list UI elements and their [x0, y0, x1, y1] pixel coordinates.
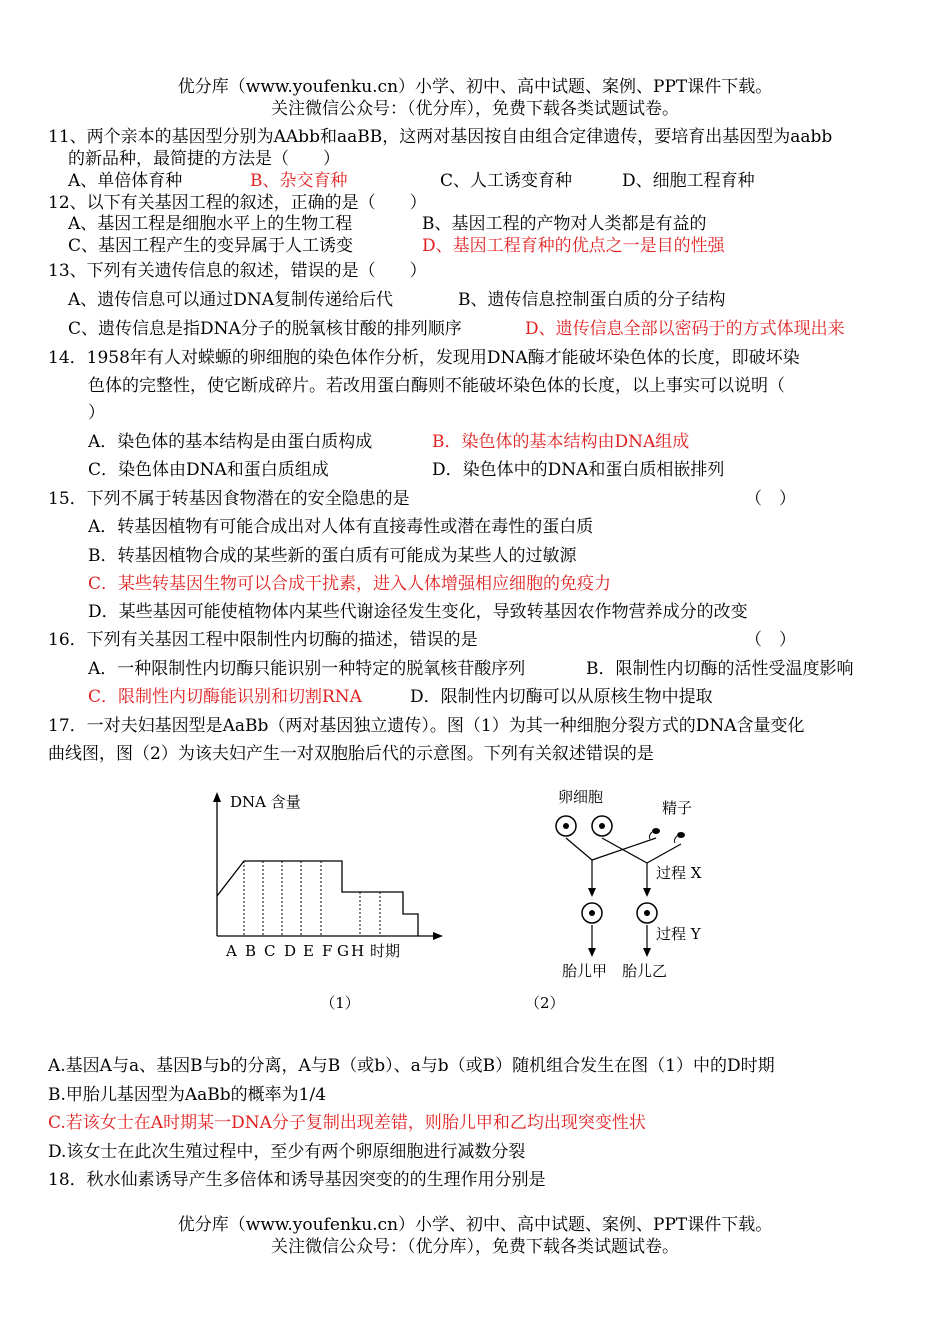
process-y-arrowhead-left: [588, 948, 596, 957]
q15-option-b: B．转基因植物合成的某些新的蛋白质有可能成为某些人的过敏源: [88, 546, 577, 566]
x-axis-arrow: [433, 932, 443, 940]
zygote-2: [637, 903, 657, 923]
x-tick-a: A: [226, 942, 237, 960]
q16-option-a: A．一种限制性内切酶只能识别一种特定的脱氧核苷酸序列: [88, 659, 526, 679]
q14-option-d: D．染色体中的DNA和蛋白质相嵌排列: [432, 460, 725, 480]
process-y-label: 过程 Y: [656, 925, 701, 943]
footer-line-1: 优分库（www.youfenku.cn）小学、初中、高中试题、案例、PPT课件下载。: [177, 1215, 773, 1235]
x-tick-e: E: [303, 942, 314, 960]
q16-option-b: B．限制性内切酶的活性受温度影响: [586, 659, 854, 679]
q13-option-b: B、遗传信息控制蛋白质的分子结构: [458, 290, 726, 310]
q14-stem-1: 14．1958年有人对蝾螈的卵细胞的染色体作分析，发现用DNA酶才能破坏染色体的长度，即破坏染: [48, 348, 800, 368]
q15-stem: 15．下列不属于转基因食物潜在的安全隐患的是: [48, 489, 410, 509]
q11-stem-1: 11、两个亲本的基因型分别为AAbb和aaBB，这两对基因按自由组合定律遗传，要培育出基因型为aabb: [48, 127, 833, 147]
q11-option-d: D、细胞工程育种: [622, 171, 755, 191]
q14-option-c: C．染色体由DNA和蛋白质组成: [88, 460, 329, 480]
q16-option-c-answer: C．限制性内切酶能识别和切割RNA: [88, 687, 362, 707]
q17-option-c-answer: C.若该女士在A时期某一DNA分子复制出现差错，则胎儿甲和乙均出现突变性状: [48, 1113, 646, 1133]
egg-cell-1: [556, 816, 576, 836]
q18-stem: 18．秋水仙素诱导产生多倍体和诱导基因突变的的生理作用分别是: [48, 1170, 546, 1190]
sperm1-to-zygote1-line: [592, 838, 656, 860]
figure-2-twins-diagram: [525, 782, 770, 1026]
q11-option-b-answer: B、杂交育种: [250, 171, 348, 191]
footer-line-2: 关注微信公众号：（优分库），免费下载各类试题试卷。: [271, 1237, 679, 1257]
q13-option-d-answer: D、遗传信息全部以密码于的方式体现出来: [525, 319, 845, 339]
x-tick-g: G: [337, 942, 349, 960]
q12-option-b: B、基因工程的产物对人类都是有益的: [422, 214, 707, 234]
zygote-1: [582, 903, 602, 923]
q15-answer-bracket: （ ）: [745, 489, 796, 509]
q12-option-d-answer: D、基因工程育种的优点之一是目的性强: [422, 236, 725, 256]
sperm-label: 精子: [662, 799, 693, 817]
process-y-arrowhead-right: [643, 948, 651, 957]
sperm-cell-1: [649, 828, 660, 839]
dna-content-curve: [217, 861, 418, 936]
q12-option-a: A、基因工程是细胞水平上的生物工程: [68, 214, 353, 234]
process-x-arrowhead-right: [643, 888, 651, 897]
stage-dividers: [244, 861, 380, 936]
q17-stem-2: 曲线图，图（2）为该夫妇产生一对双胞胎后代的示意图。下列有关叙述错误的是: [48, 744, 654, 764]
q16-stem: 16．下列有关基因工程中限制性内切酶的描述，错误的是: [48, 630, 478, 650]
q12-stem: 12、以下有关基因工程的叙述，正确的是（ ）: [48, 193, 427, 213]
fetus-b-label: 胎儿乙: [622, 962, 668, 980]
egg2-to-zygote2-line: [602, 838, 647, 863]
q15-option-a: A．转基因植物有可能合成出对人体有直接毒性或潜在毒性的蛋白质: [88, 517, 594, 537]
process-x-arrowhead-left: [588, 888, 596, 897]
q14-stem-2: 色体的完整性，使它断成碎片。若改用蛋白酶则不能破坏染色体的长度，以上事实可以说明（: [88, 376, 785, 396]
figure-1-caption: （1）: [320, 994, 360, 1012]
egg1-to-zygote1-line: [566, 838, 592, 860]
q13-stem: 13、下列有关遗传信息的叙述，错误的是（ ）: [48, 261, 427, 281]
x-tick-f: F: [322, 942, 333, 960]
y-axis-arrow: [213, 792, 221, 802]
header-line-1: 优分库（www.youfenku.cn）小学、初中、高中试题、案例、PPT课件下载。: [177, 77, 773, 97]
q11-option-c: C、人工诱变育种: [440, 171, 573, 191]
q15-option-d: D．某些基因可能使植物体内某些代谢途径发生变化，导致转基因农作物营养成分的改变: [88, 602, 748, 622]
q11-stem-2: 的新品种，最简捷的方法是（ ）: [68, 149, 340, 169]
q13-option-c: C、遗传信息是指DNA分子的脱氧核甘酸的排列顺序: [68, 319, 462, 339]
q12-option-c: C、基因工程产生的变异属于人工诱变: [68, 236, 354, 256]
x-tick-d: D: [284, 942, 297, 960]
q17-stem-1: 17．一对夫妇基因型是AaBb（两对基因独立遗传）。图（1）为其一种细胞分裂方式的DNA含量变化: [48, 716, 805, 736]
sperm-cell-2: [674, 832, 685, 843]
q13-option-a: A、遗传信息可以通过DNA复制传递给后代: [68, 290, 394, 310]
q14-option-a: A．染色体的基本结构是由蛋白质构成: [88, 432, 373, 452]
figure-2-caption: （2）: [525, 994, 565, 1012]
q17-option-a: A.基因A与a、基因B与b的分离，A与B（或b）、a与b（或B）随机组合发生在图（1）中的D时期: [48, 1056, 775, 1076]
q17-option-b: B.甲胎儿基因型为AaBb的概率为1/4: [48, 1085, 327, 1105]
egg-cell-label: 卵细胞: [558, 788, 604, 806]
q16-option-d: D．限制性内切酶可以从原核生物中提取: [410, 687, 713, 707]
q17-option-d: D.该女士在此次生殖过程中，至少有两个卵原细胞进行减数分裂: [48, 1142, 526, 1162]
y-axis-label: DNA 含量: [230, 793, 301, 811]
q14-option-b-answer: B．染色体的基本结构由DNA组成: [432, 432, 690, 452]
fetus-a-label: 胎儿甲: [562, 962, 608, 980]
egg-cell-2: [592, 816, 612, 836]
x-axis-label: 时期: [370, 942, 401, 960]
q16-answer-bracket: （ ）: [745, 630, 796, 650]
process-x-label: 过程 X: [656, 864, 702, 882]
q11-option-a: A、单倍体育种: [68, 171, 183, 191]
header-line-2: 关注微信公众号：（优分库），免费下载各类试题试卷。: [271, 99, 679, 119]
x-tick-c: C: [264, 942, 276, 960]
figure-1-dna-content-graph: [200, 786, 460, 1026]
x-tick-h: H: [351, 942, 365, 960]
x-tick-b: B: [245, 942, 257, 960]
q15-option-c-answer: C．某些转基因生物可以合成干扰素，进入人体增强相应细胞的免疫力: [88, 574, 612, 594]
sperm2-to-zygote2-line: [647, 844, 681, 863]
q14-stem-3: ）: [88, 403, 105, 423]
